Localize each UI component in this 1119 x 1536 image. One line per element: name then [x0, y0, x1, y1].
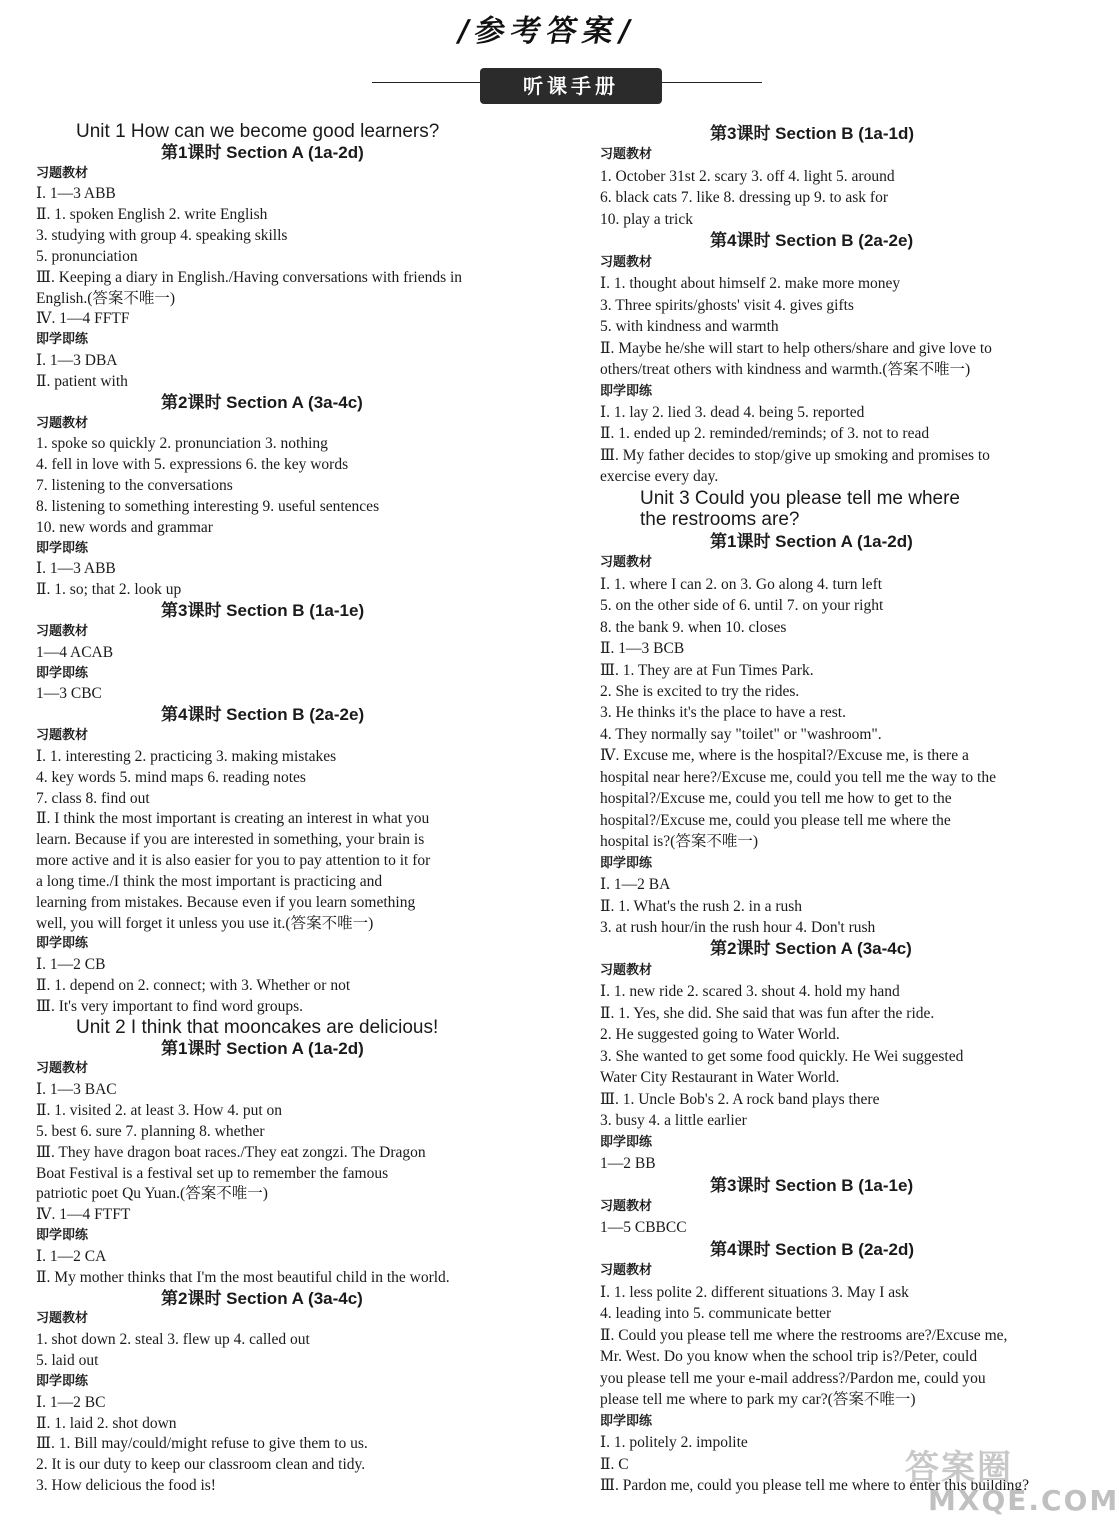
answer-line: Ⅰ. 1—2 BC: [36, 1394, 106, 1411]
answer-line: more active and it is also easier for you to pay attention to it for: [36, 852, 431, 869]
answer-line: patriotic poet Qu Yuan.(答案不唯一): [36, 1185, 268, 1202]
answer-line: Ⅱ. patient with: [36, 373, 128, 390]
answer-line: 1—5 CBBCC: [600, 1219, 687, 1236]
section-label: 即学即练: [36, 541, 89, 556]
answer-line: well, you will forget it unless you use it.(答案不唯一): [36, 915, 374, 932]
lesson-heading: 第4课时 Section B (2a-2d): [710, 1240, 915, 1259]
answer-line: Ⅲ. My father decides to stop/give up smoking and promises to: [600, 447, 990, 464]
page-title: /参考答案/: [454, 14, 639, 49]
answer-line: Ⅱ. Could you please tell me where the restrooms are?/Excuse me,: [600, 1327, 1008, 1344]
answer-line: Ⅲ. Pardon me, could you please tell me where to enter this building?: [600, 1477, 1030, 1494]
answer-line: Ⅱ. 1. visited 2. at least 3. How 4. put on: [36, 1102, 283, 1119]
answer-line: 7. class 8. find out: [36, 790, 150, 807]
section-label: 习题教材: [600, 963, 653, 978]
answer-line: Ⅱ. 1—3 BCB: [600, 640, 685, 657]
answer-line: 3. busy 4. a little earlier: [600, 1112, 747, 1129]
answer-line: 3. He thinks it's the place to have a rest.: [600, 704, 846, 721]
answer-line: Ⅰ. 1. less polite 2. different situations 3. May I ask: [600, 1284, 909, 1301]
answer-line: Ⅱ. 1. depend on 2. connect; with 3. Whether or not: [36, 977, 351, 994]
answer-line: 3. Three spirits/ghosts' visit 4. gives gifts: [600, 297, 854, 314]
section-label: 即学即练: [600, 856, 653, 871]
answer-line: 1—3 CBC: [36, 685, 102, 702]
section-label: 习题教材: [36, 624, 89, 639]
section-label: 习题教材: [36, 728, 89, 743]
answer-line: 5. laid out: [36, 1352, 99, 1369]
answer-line: 4. key words 5. mind maps 6. reading notes: [36, 769, 306, 786]
answer-line: Ⅰ. 1—2 CB: [36, 956, 106, 973]
answer-line: 2. He suggested going to Water World.: [600, 1026, 840, 1043]
section-label: 习题教材: [600, 1263, 653, 1278]
answer-line: 2. She is excited to try the rides.: [600, 683, 800, 700]
lesson-heading: 第1课时 Section A (1a-2d): [161, 1039, 364, 1058]
section-label: 习题教材: [600, 1199, 653, 1214]
answer-line: hospital?/Excuse me, could you please tell me where the: [600, 812, 951, 829]
section-label: 即学即练: [36, 666, 89, 681]
section-label: 习题教材: [600, 255, 653, 270]
section-label: 即学即练: [36, 936, 89, 951]
answer-line: Ⅰ. 1—3 DBA: [36, 352, 118, 369]
answer-line: 10. new words and grammar: [36, 519, 213, 536]
answer-line: Ⅱ. 1. ended up 2. reminded/reminds; of 3. not to read: [600, 425, 930, 442]
answer-line: Ⅰ. 1. lay 2. lied 3. dead 4. being 5. reported: [600, 404, 865, 421]
answer-line: Ⅱ. 1. so; that 2. look up: [36, 581, 182, 598]
answer-line: 4. fell in love with 5. expressions 6. the key words: [36, 456, 349, 473]
answer-line: Ⅰ. 1. politely 2. impolite: [600, 1434, 748, 1451]
answer-line: 8. the bank 9. when 10. closes: [600, 619, 787, 636]
answer-line: 3. studying with group 4. speaking skills: [36, 227, 288, 244]
section-label: 即学即练: [600, 384, 653, 399]
section-label: 即学即练: [600, 1414, 653, 1429]
unit-title: Unit 2 I think that mooncakes are delicious!: [76, 1017, 439, 1038]
answer-line: 3. She wanted to get some food quickly. He Wei suggested: [600, 1048, 964, 1065]
answer-line: 5. best 6. sure 7. planning 8. whether: [36, 1123, 265, 1140]
section-label: 习题教材: [600, 147, 653, 162]
answer-line: Ⅲ. They have dragon boat races./They eat zongzi. The Dragon: [36, 1144, 426, 1161]
answer-line: 10. play a trick: [600, 211, 693, 228]
answer-line: Ⅳ. 1—4 FFTF: [36, 310, 130, 327]
answer-line: Ⅲ. 1. Bill may/could/might refuse to give them to us.: [36, 1435, 368, 1452]
watermark-logo: 答案圈: [905, 1448, 1013, 1488]
section-label: 即学即练: [600, 1135, 653, 1150]
section-label: 习题教材: [36, 416, 89, 431]
answer-line: others/treat others with kindness and warmth.(答案不唯一): [600, 361, 971, 378]
answer-line: 5. on the other side of 6. until 7. on your right: [600, 597, 884, 614]
watermark-url: MXQE.COM: [928, 1484, 1119, 1517]
answer-line: 4. leading into 5. communicate better: [600, 1305, 832, 1322]
answer-line: Ⅰ. 1—2 CA: [36, 1248, 107, 1265]
answer-line: 5. with kindness and warmth: [600, 318, 779, 335]
unit-title: the restrooms are?: [640, 509, 800, 530]
answer-line: learning from mistakes. Because even if you learn something: [36, 894, 416, 911]
answer-line: Ⅳ. Excuse me, where is the hospital?/Excuse me, is there a: [600, 747, 969, 764]
answer-line: 6. black cats 7. like 8. dressing up 9. to ask for: [600, 189, 888, 206]
answer-line: 5. pronunciation: [36, 248, 138, 265]
answer-line: Ⅲ. Keeping a diary in English./Having conversations with friends in: [36, 269, 463, 286]
answer-line: Ⅱ. C: [600, 1456, 629, 1473]
answer-line: Ⅰ. 1—3 ABB: [36, 560, 116, 577]
section-label: 习题教材: [600, 555, 653, 570]
answer-line: 1—2 BB: [600, 1155, 656, 1172]
answer-line: Ⅱ. 1. spoken English 2. write English: [36, 206, 268, 223]
answer-line: Ⅲ. 1. They are at Fun Times Park.: [600, 662, 814, 679]
answer-line: Ⅲ. 1. Uncle Bob's 2. A rock band plays there: [600, 1091, 880, 1108]
answer-line: Ⅱ. I think the most important is creating an interest in what you: [36, 810, 430, 827]
answer-line: 7. listening to the conversations: [36, 477, 233, 494]
answer-line: 2. It is our duty to keep our classroom clean and tidy.: [36, 1456, 366, 1473]
lesson-heading: 第2课时 Section A (3a-4c): [161, 393, 363, 412]
answer-line: 3. How delicious the food is!: [36, 1477, 216, 1494]
lesson-heading: 第1课时 Section A (1a-2d): [710, 532, 913, 551]
answer-line: 8. listening to something interesting 9. useful sentences: [36, 498, 380, 515]
unit-title: Unit 3 Could you please tell me where: [640, 488, 961, 509]
section-label: 习题教材: [36, 1061, 89, 1076]
answer-line: Ⅱ. 1. What's the rush 2. in a rush: [600, 898, 803, 915]
answer-line: hospital is?(答案不唯一): [600, 833, 758, 850]
section-tab: 听课手册: [480, 68, 662, 104]
section-label: 即学即练: [36, 1374, 89, 1389]
lesson-heading: 第3课时 Section B (1a-1d): [710, 124, 915, 143]
section-label: 习题教材: [36, 166, 89, 181]
answer-line: Ⅰ. 1—2 BA: [600, 876, 671, 893]
answer-line: Mr. West. Do you know when the school trip is?/Peter, could: [600, 1348, 978, 1365]
lesson-heading: 第2课时 Section A (3a-4c): [161, 1289, 363, 1308]
answer-line: Ⅱ. Maybe he/she will start to help others/share and give love to: [600, 340, 992, 357]
answer-line: hospital near here?/Excuse me, could you tell me the way to the: [600, 769, 996, 786]
section-label: 即学即练: [36, 1228, 89, 1243]
answer-line: 1. October 31st 2. scary 3. off 4. light 5. around: [600, 168, 895, 185]
answer-line: 3. at rush hour/in the rush hour 4. Don't rush: [600, 919, 876, 936]
answer-line: you please tell me your e-mail address?/Pardon me, could you: [600, 1370, 986, 1387]
answer-line: exercise every day.: [600, 468, 719, 485]
answer-line: learn. Because if you are interested in something, your brain is: [36, 831, 425, 848]
lesson-heading: 第2课时 Section A (3a-4c): [710, 939, 912, 958]
answer-line: Ⅰ. 1—3 ABB: [36, 185, 116, 202]
answer-line: Ⅱ. 1. laid 2. shot down: [36, 1415, 177, 1432]
lesson-heading: 第4课时 Section B (2a-2e): [710, 231, 914, 250]
unit-title: Unit 1 How can we become good learners?: [76, 121, 440, 142]
lesson-heading: 第3课时 Section B (1a-1e): [161, 601, 365, 620]
answer-line: Ⅰ. 1. new ride 2. scared 3. shout 4. hold my hand: [600, 983, 900, 1000]
answer-line: Ⅰ. 1—3 BAC: [36, 1081, 117, 1098]
answer-line: please tell me where to park my car?(答案不唯一): [600, 1391, 916, 1408]
answer-line: Ⅱ. 1. Yes, she did. She said that was fun after the ride.: [600, 1005, 935, 1022]
answer-line: Boat Festival is a festival set up to remember the famous: [36, 1165, 389, 1182]
answer-line: 1. shot down 2. steal 3. flew up 4. called out: [36, 1331, 310, 1348]
answer-line: Ⅱ. My mother thinks that I'm the most beautiful child in the world.: [36, 1269, 450, 1286]
answer-line: Ⅰ. 1. thought about himself 2. make more money: [600, 275, 901, 292]
answer-line: Water City Restaurant in Water World.: [600, 1069, 840, 1086]
answer-line: Ⅲ. It's very important to find word groups.: [36, 998, 303, 1015]
lesson-heading: 第3课时 Section B (1a-1e): [710, 1176, 914, 1195]
answer-line: hospital?/Excuse me, could you tell me how to get to the: [600, 790, 952, 807]
answer-line: 4. They normally say "toilet" or "washroom".: [600, 726, 882, 743]
answer-line: Ⅰ. 1. where I can 2. on 3. Go along 4. turn left: [600, 576, 883, 593]
answer-line: 1. spoke so quickly 2. pronunciation 3. nothing: [36, 435, 328, 452]
answer-line: English.(答案不唯一): [36, 290, 176, 307]
answer-line: Ⅳ. 1—4 FTFT: [36, 1206, 131, 1223]
answer-line: 1—4 ACAB: [36, 644, 114, 661]
section-label: 习题教材: [36, 1311, 89, 1326]
lesson-heading: 第1课时 Section A (1a-2d): [161, 143, 364, 162]
answer-line: a long time./I think the most important is practicing and: [36, 873, 383, 890]
answer-line: Ⅰ. 1. interesting 2. practicing 3. making mistakes: [36, 748, 337, 765]
section-label: 即学即练: [36, 332, 89, 347]
lesson-heading: 第4课时 Section B (2a-2e): [161, 705, 365, 724]
